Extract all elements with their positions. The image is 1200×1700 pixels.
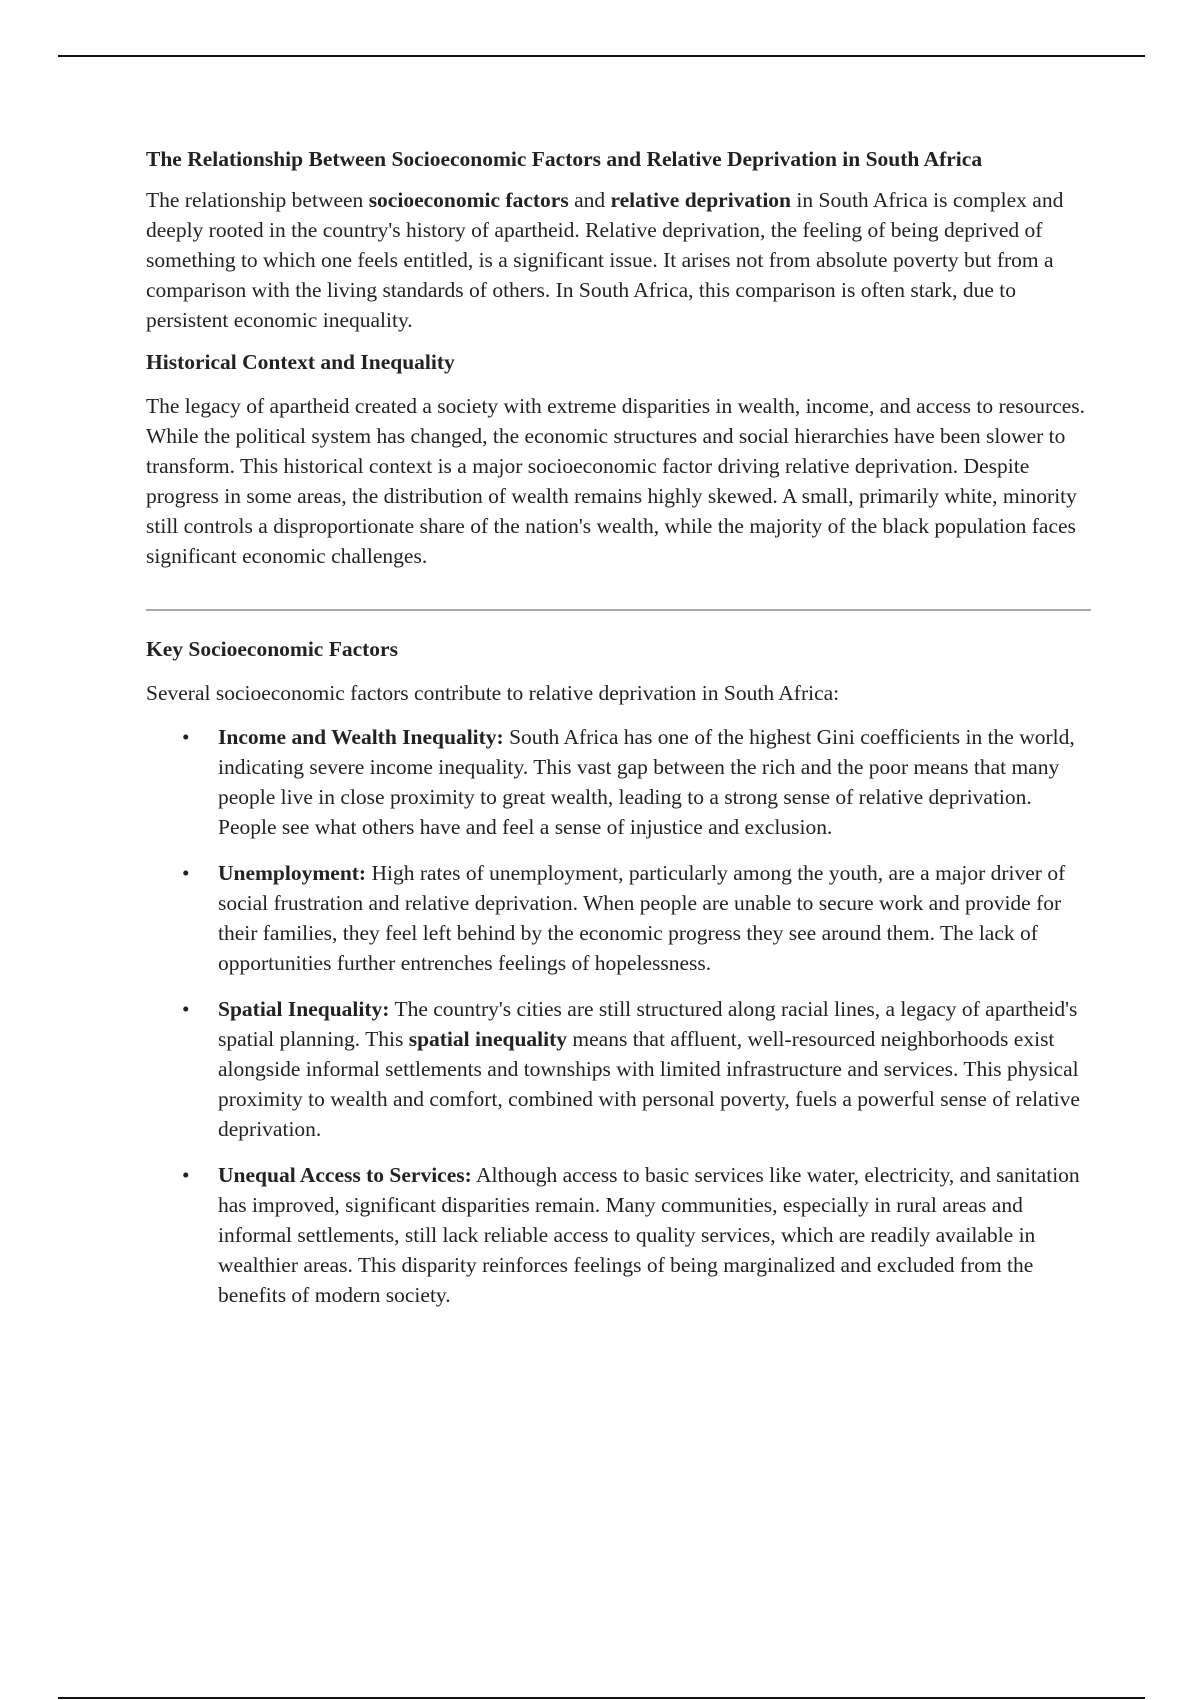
history-paragraph: The legacy of apartheid created a society with extreme disparities in wealth, income, and access to resources. While the political system has changed, the economic structures and social hierarchies have been slower to transform. This historical context is a major socioeconomic factor driving relative deprivation. Despite progress in some areas, the distribution of wealth remains highly skewed. A small, primarily white, minority still controls a disproportionate share of the nation's wealth, while the majority of the black population faces significant economic challenges. [146,394,1086,568]
list-item-text: South Africa has one of the highest Gini coefficients in the world, indicating severe income inequality. This vast gap between the rich and the poor means that many people live in close proximity to great wealth, leading to a strong sense of relative deprivation. People see what others have and feel a sense of injustice and exclusion. [218,725,1075,839]
intro-paragraph [146,185,1091,335]
document-body [146,144,1091,1326]
page-bottom-rule [58,1697,1145,1699]
intro-text-start: The relationship between [146,188,369,212]
section-divider [146,609,1091,611]
page-top-rule [58,55,1145,57]
bullet-icon: • [182,725,190,749]
intro-text-and: and [568,188,611,212]
factors-heading: Key Socioeconomic Factors [146,637,398,661]
intro-text-end: in South Africa is complex and deeply rooted in the country's history of apartheid. Relative deprivation, the feeling of being deprived of something to which one feels entitled, is a significant issue. It arises not from absolute poverty but from a comparison with the living standards of others. In South Africa, this comparison is often stark, due to persistent economic inequality. [146,188,1064,332]
history-heading: Historical Context and Inequality [146,350,455,374]
list-item-label: Unequal Access to Services: [218,1163,472,1187]
list-item-text: means that affluent, well-resourced neighborhoods exist alongside informal settlements and townships with limited infrastructure and services. This physical proximity to wealth and comfort, combined with personal poverty, fuels a powerful sense of relative deprivation. [218,1027,1080,1141]
list-item-text: High rates of unemployment, particularly among the youth, are a major driver of social frustration and relative deprivation. When people are unable to secure work and provide for their families, they feel left behind by the economic progress they see around them. The lack of opportunities further entrenches feelings of hopelessness. [218,861,1066,975]
list-item-income-inequality [182,722,1091,842]
factors-intro: Several socioeconomic factors contribute to relative deprivation in South Africa: [146,681,840,705]
intro-term-relative-deprivation: relative deprivation [610,188,792,212]
list-item-label: Income and Wealth Inequality: [218,725,504,749]
list-item-label: Spatial Inequality: [218,997,390,1021]
list-item-spatial-inequality [182,994,1091,1144]
bullet-icon: • [182,1163,190,1187]
list-item-unequal-access [182,1160,1091,1310]
bullet-icon: • [182,861,190,885]
list-item-label: Unemployment: [218,861,367,885]
list-item-text: Although access to basic services like water, electricity, and sanitation has improved, significant disparities remain. Many communities, especially in rural areas and informal settlements, still lack reliable access to quality services, which are readily available in wealthier areas. This disparity reinforces feelings of being marginalized and excluded from the benefits of modern society. [218,1163,1080,1307]
factor-list [146,722,1091,1310]
intro-term-socioeconomic-factors: socioeconomic factors [368,188,569,212]
bullet-icon: • [182,997,190,1021]
list-item-text: The country's cities are still structured along racial lines, a legacy of apartheid's spatial planning. This [218,997,1078,1051]
list-item-unemployment [182,858,1091,978]
document-title: The Relationship Between Socioeconomic Factors and Relative Deprivation in South Africa [146,147,983,171]
list-item-term: spatial inequality [408,1027,568,1051]
